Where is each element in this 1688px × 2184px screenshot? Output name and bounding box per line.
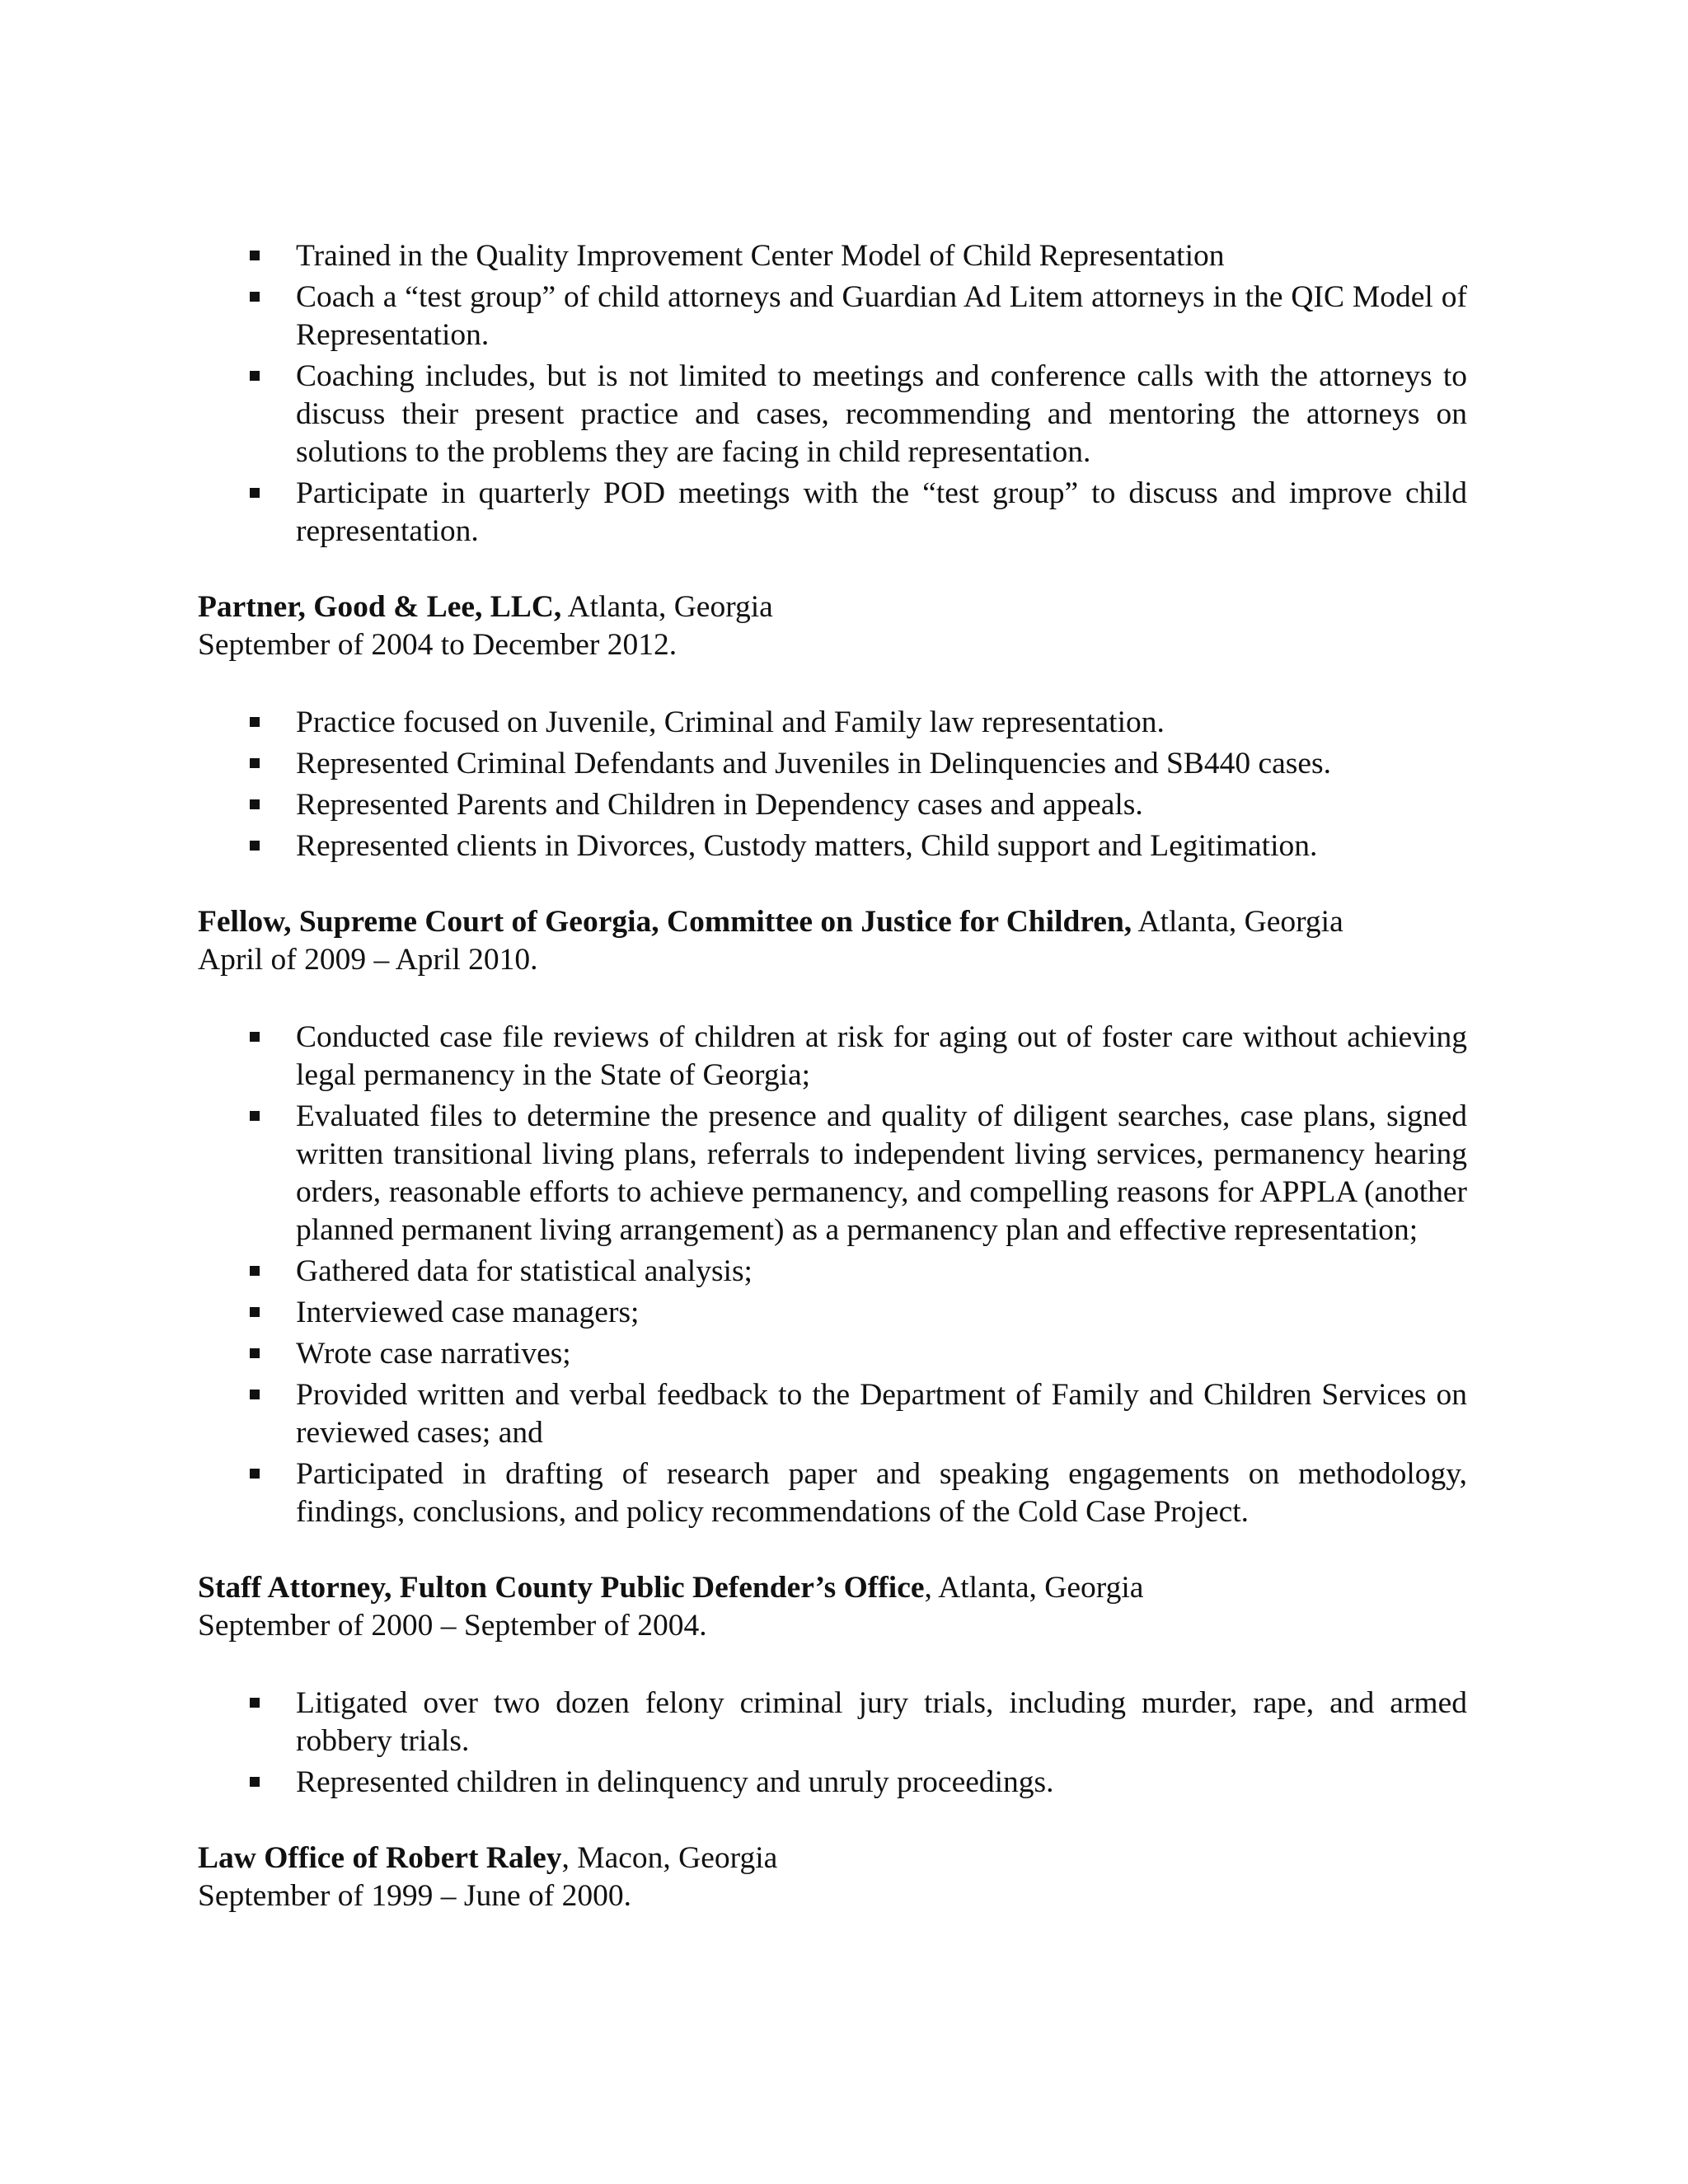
list-item: Litigated over two dozen felony criminal jury trials, including murder, rape, and armed robbery trials.	[198, 1685, 1467, 1760]
position-bullet-list	[198, 1019, 1467, 1531]
position-title: Law Office of Robert Raley	[198, 1841, 562, 1875]
position-location: , Atlanta, Georgia	[924, 1571, 1144, 1605]
list-item: Provided written and verbal feedback to the Department of Family and Children Services on reviewed cases; and	[198, 1376, 1467, 1452]
list-item: Trained in the Quality Improvement Center Model of Child Representation	[198, 237, 1467, 275]
list-item: Wrote case narratives;	[198, 1335, 1467, 1373]
position-heading	[198, 588, 1467, 626]
position-supreme-court-fellow	[198, 903, 1467, 1531]
position-location: Atlanta, Georgia	[561, 590, 773, 624]
position-title: Partner, Good & Lee, LLC,	[198, 590, 562, 624]
position-dates: April of 2009 – April 2010.	[198, 943, 538, 977]
position-bullet-list	[198, 704, 1467, 865]
list-item: Coach a “test group” of child attorneys and Guardian Ad Litem attorneys in the QIC Model of Representation.	[198, 279, 1467, 354]
list-item: Practice focused on Juvenile, Criminal and Family law representation.	[198, 704, 1467, 742]
list-item: Represented clients in Divorces, Custody matters, Child support and Legitimation.	[198, 827, 1467, 865]
position-bullet-list	[198, 1685, 1467, 1802]
position-heading	[198, 1840, 1467, 1877]
list-item: Coaching includes, but is not limited to meetings and conference calls with the attorneys to discuss their present practice and cases, recommending and mentoring the attorneys on solutions to the problems they are facing in child representation.	[198, 358, 1467, 471]
list-item: Conducted case file reviews of children at risk for aging out of foster care without achieving legal permanency in the State of Georgia;	[198, 1019, 1467, 1094]
position-heading	[198, 1569, 1467, 1607]
position-dates: September of 2000 – September of 2004.	[198, 1609, 707, 1643]
list-item: Represented Criminal Defendants and Juveniles in Delinquencies and SB440 cases.	[198, 745, 1467, 783]
list-item: Represented Parents and Children in Dependency cases and appeals.	[198, 786, 1467, 824]
position-heading	[198, 903, 1467, 941]
position-good-lee	[198, 588, 1467, 865]
position-location: , Macon, Georgia	[561, 1841, 778, 1875]
resume-page	[198, 237, 1467, 1915]
position-title: Staff Attorney, Fulton County Public Defender’s Office	[198, 1571, 925, 1605]
intro-bullet-list	[198, 237, 1467, 551]
list-item: Evaluated files to determine the presence and quality of diligent searches, case plans, signed written transitional living plans, referrals to independent living services, permanency hearing orders, reasonable efforts to achieve permanency, and compelling reasons for APPLA (another planned permanent living arrangement) as a permanency plan and effective representation;	[198, 1098, 1467, 1249]
list-item: Represented children in delinquency and unruly proceedings.	[198, 1764, 1467, 1802]
position-robert-raley	[198, 1840, 1467, 1915]
position-fulton-public-defender	[198, 1569, 1467, 1802]
list-item: Gathered data for statistical analysis;	[198, 1253, 1467, 1291]
list-item: Interviewed case managers;	[198, 1294, 1467, 1332]
list-item: Participate in quarterly POD meetings with the “test group” to discuss and improve child representation.	[198, 475, 1467, 551]
position-dates: September of 2004 to December 2012.	[198, 628, 678, 662]
position-location: Atlanta, Georgia	[1132, 905, 1343, 939]
position-dates: September of 1999 – June of 2000.	[198, 1879, 631, 1913]
position-title: Fellow, Supreme Court of Georgia, Committee on Justice for Children,	[198, 905, 1132, 939]
list-item: Participated in drafting of research paper and speaking engagements on methodology, findings, conclusions, and policy recommendations of the Cold Case Project.	[198, 1455, 1467, 1531]
